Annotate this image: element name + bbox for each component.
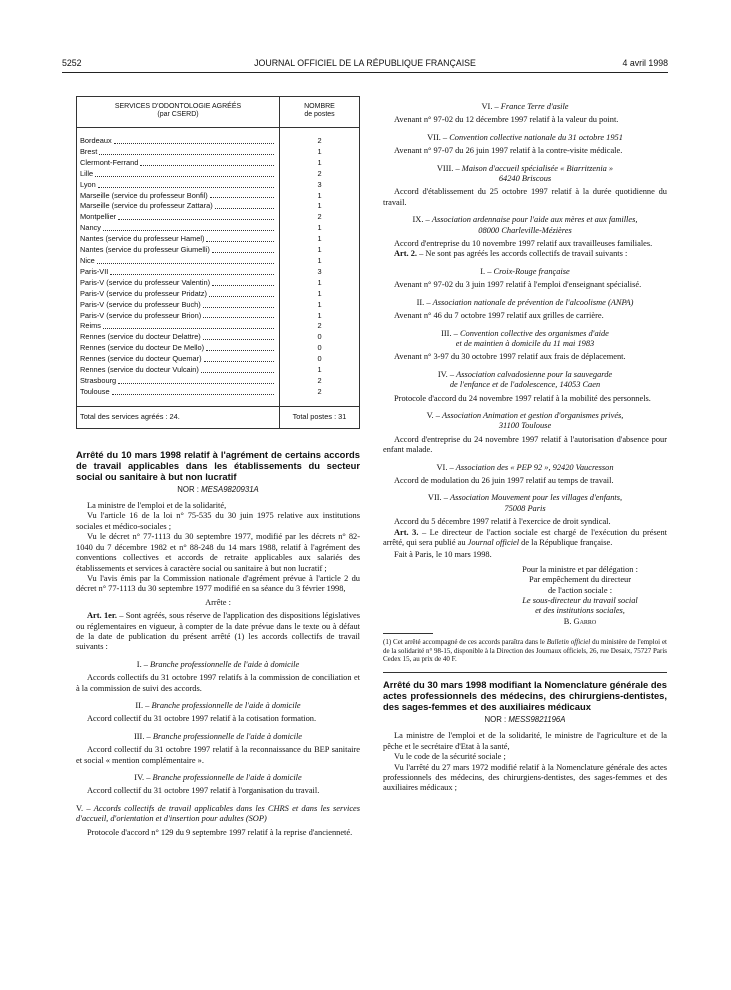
section-heading: VII. – Convention collective nationale du 31 octobre 1951: [427, 132, 623, 142]
paragraph: Avenant n° 46 du 7 octobre 1997 relatif aux grilles de carrière.: [394, 311, 604, 321]
paragraph: Avenant n° 97-07 du 26 juin 1997 relatif à la contre-visite médicale.: [394, 146, 623, 156]
service-name: Paris-V (service du professeur Buch): [77, 300, 280, 311]
post-count: 1: [317, 234, 322, 244]
col-header-count: NOMBRE de postes: [280, 97, 360, 128]
service-name: Nancy: [77, 223, 280, 234]
table-row: [77, 169, 360, 180]
signature-line: Le sous-directeur du travail social: [522, 596, 638, 606]
signatory-name: B. Garro: [563, 616, 597, 626]
col-header-services: SERVICES D'ODONTOLOGIE AGRÉÉS (par CSERD): [77, 97, 280, 128]
footnote-rule: [383, 633, 433, 634]
paragraph: Accord collectif du 31 octobre 1997 relatif à la reconnaissance du BEP sanitaire et social « mention complémentaire ».: [76, 745, 360, 765]
table-row: [77, 289, 360, 300]
section-heading: VI. – Association des « PEP 92 », 92420 Vaucresson: [436, 462, 614, 472]
section-heading: I. – Branche professionnelle de l'aide à domicile: [136, 659, 300, 669]
service-name: Rennes (service du docteur Delattre): [77, 332, 280, 343]
paragraph: La ministre de l'emploi et de la solidarité,: [87, 501, 227, 511]
section-heading: IV. – Branche professionnelle de l'aide à domicile: [134, 773, 302, 782]
section-heading: VI. – France Terre d'asile: [481, 102, 569, 111]
table-row: [77, 376, 360, 387]
section-heading: IX. – Association ardennaise pour l'aide aux mères et aux familles, 08000 Charleville-Mézières: [412, 215, 638, 235]
paragraph: La ministre de l'emploi et de la solidarité, le ministre de l'agriculture et de la pêche et le secrétaire d'Etat à la santé,: [383, 731, 667, 751]
paragraph: Accord d'établissement du 25 octobre 1997 relatif à la durée quotidienne du travail.: [383, 187, 667, 207]
table-row: [77, 267, 360, 278]
table-row: [77, 256, 360, 267]
service-name: Rennes (service du docteur Quemar): [77, 354, 280, 365]
service-name: Brest: [77, 147, 280, 158]
signature-line: de l'action sociale :: [547, 585, 613, 595]
service-name: Rennes (service du docteur Vulcain): [77, 365, 280, 376]
post-count: 1: [317, 190, 322, 200]
post-count: 1: [317, 201, 322, 211]
post-count: 2: [317, 136, 322, 145]
post-count: 0: [317, 343, 322, 353]
post-count: 1: [317, 277, 322, 287]
service-name: Paris-V (service du professeur Valentin): [77, 278, 280, 289]
paragraph: Vu l'arrêté du 27 mars 1972 modifié relatif à la Nomenclature générale des actes professionnels des médecins, des chirurgiens-dentistes, des sages-femmes et des auxiliaires médicaux ;: [383, 762, 667, 793]
paragraph: Vu le décret n° 77-1113 du 30 septembre 1977, modifié par les décrets n° 82-1040 du 7 décembre 1982 et n° 88-248 du 14 mars 1988, relatif à l'agrément des conventions collectives et accords de retraite applicables aux salariés des établissements et services à caractère social ou sanitaire à but non lucratif ;: [76, 532, 360, 573]
paragraph: Vu l'article 16 de la loi n° 75-535 du 30 juin 1975 relative aux institutions sociales et médico-sociales ;: [76, 511, 360, 531]
paragraph: Accord collectif du 31 octobre 1997 relatif à la cotisation formation.: [87, 714, 317, 724]
section-heading: VIII. – Maison d'accueil spécialisée « Biarritzenia » 64240 Briscous: [436, 163, 614, 184]
table-row: [77, 321, 360, 332]
paragraph: Vu l'avis émis par la Commission nationale d'agrément prévue à l'article 2 du décret n° 77-1113 du 30 septembre 1977 modifié en sa séance du 3 février 1998,: [76, 573, 360, 594]
table-row: [77, 136, 360, 147]
post-count: 3: [317, 179, 322, 189]
table-row: [77, 191, 360, 202]
total-posts: Total postes : 31: [280, 406, 360, 428]
section-separator: [383, 672, 667, 673]
signature-line: Pour la ministre et par délégation :: [522, 564, 638, 574]
service-name: Marseille (service du professeur Zattara): [77, 201, 280, 212]
arrete-1-nor: NOR : MESA9820931A: [177, 484, 259, 494]
post-count: 1: [317, 223, 322, 233]
post-count: 3: [317, 266, 322, 276]
paragraph: Accord d'entreprise du 10 novembre 1997 relatif aux travailleuses familiales.: [394, 239, 653, 249]
service-name: Rennes (service du docteur De Mello): [77, 343, 280, 354]
post-count: 2: [317, 375, 322, 385]
paragraph: Avenant n° 97-02 du 3 juin 1997 relatif à l'emploi d'enseignant spécialisé.: [394, 280, 642, 290]
post-count: 1: [317, 157, 322, 167]
post-count: 2: [317, 168, 322, 178]
table-row: [77, 387, 360, 398]
footnote: (1) Cet arrêté accompagné de ces accords paraîtra dans le Bulletin officiel du ministère de l'emploi et de la solidarité n° 98-15, disponible à la Direction des Journaux officiels, 26, rue Desaix, 75727 Paris Cedex 15, au prix de 40 F.: [383, 638, 667, 664]
table-row: [77, 245, 360, 256]
table-total-row: [77, 406, 360, 428]
table-row: [77, 201, 360, 212]
table-row: [77, 343, 360, 354]
section-heading: V. – Accords collectifs de travail applicables dans les CHRS et dans les services d'accueil, d'orientation et d'insertion pour adultes (SOP): [76, 803, 361, 824]
table-row: [77, 180, 360, 191]
paragraph: Accords collectifs du 31 octobre 1997 relatifs à la commission de conciliation et à la commission de suivi des accords.: [76, 673, 360, 693]
issue-date: 4 avril 1998: [622, 58, 668, 68]
post-count: 0: [317, 354, 322, 364]
section-heading: II. – Association nationale de prévention de l'alcoolisme (ANPA): [416, 297, 634, 307]
section-heading: II. – Branche professionnelle de l'aide à domicile: [135, 700, 301, 710]
service-name: Strasbourg: [77, 376, 280, 387]
paragraph: Accord collectif du 31 octobre 1997 relatif à l'organisation du travail.: [87, 786, 320, 796]
service-name: Marseille (service du professeur Bonfil): [77, 191, 280, 202]
paragraph: Accord d'entreprise du 24 novembre 1997 relatif à l'autorisation d'absence pour enfant malade.: [383, 434, 667, 455]
post-count: 1: [317, 288, 322, 298]
post-count: 0: [317, 332, 322, 342]
service-name: Nantes (service du professeur Giumelli): [77, 245, 280, 256]
right-column: [383, 102, 667, 794]
service-name: Toulouse: [77, 387, 280, 398]
signature-line: Par empêchement du directeur: [528, 575, 632, 585]
table-row: [77, 354, 360, 365]
section-heading: IV. – Association calvadosienne pour la sauvegarde de l'enfance et de l'adolescence, 14053 Caen: [437, 369, 613, 390]
table-row: [77, 300, 360, 311]
page-number: 5252: [62, 58, 82, 68]
service-name: Bordeaux: [77, 136, 280, 147]
table-row: [77, 147, 360, 158]
table-row: [77, 223, 360, 234]
table-row: [77, 234, 360, 245]
post-count: 2: [317, 212, 322, 222]
article-3: Art. 3. – Le directeur de l'action sociale est chargé de l'exécution du présent arrêté, qui sera publié au Journal officiel de la République française.: [383, 527, 667, 547]
left-column: [76, 96, 360, 838]
arrete-heading: Arrête :: [205, 597, 231, 607]
post-count: 1: [317, 146, 322, 156]
section-heading: III. – Convention collective des organismes d'aide et de maintien à domicile du 11 mai 1983: [441, 328, 609, 348]
article-2: Art. 2. – Ne sont pas agréés les accords collectifs de travail suivants :: [394, 249, 628, 259]
paragraph: Accord du 5 décembre 1997 relatif à l'exercice de droit syndical.: [394, 517, 611, 527]
journal-title: JOURNAL OFFICIEL DE LA RÉPUBLIQUE FRANÇAISE: [254, 58, 476, 68]
section-heading: III. – Branche professionnelle de l'aide à domicile: [133, 731, 302, 741]
paragraph: Accord de modulation du 26 juin 1997 relatif au temps de travail.: [394, 475, 614, 485]
service-name: Lyon: [77, 180, 280, 191]
post-count: 2: [317, 321, 322, 331]
table-row: [77, 158, 360, 169]
service-name: Reims: [77, 321, 280, 332]
paragraph: Protocole d'accord du 24 novembre 1997 relatif à la mobilité des personnels.: [394, 393, 651, 403]
total-services: Total des services agréés : 24.: [77, 406, 280, 428]
table-row: [77, 365, 360, 376]
table-row: [77, 332, 360, 343]
service-name: Lille: [77, 169, 280, 180]
paragraph: Avenant n° 3-97 du 30 octobre 1997 relatif aux frais de déplacement.: [394, 352, 626, 362]
service-name: Clermont-Ferrand: [77, 158, 280, 169]
post-count: 1: [317, 299, 322, 309]
service-name: Paris-V (service du professeur Pridatz): [77, 289, 280, 300]
service-name: Nice: [77, 256, 280, 267]
paragraph: Protocole d'accord n° 129 du 9 septembre 1997 relatif à la reprise d'ancienneté.: [87, 827, 353, 837]
post-count: 1: [317, 365, 322, 375]
paragraph: Avenant n° 97-02 du 12 décembre 1997 relatif à la valeur du point.: [394, 115, 619, 125]
post-count: 1: [317, 255, 322, 265]
table-row: [77, 311, 360, 322]
section-heading: VII. – Association Mouvement pour les villages d'enfants, 75008 Paris: [427, 493, 623, 513]
arrete-2-title: Arrêté du 30 mars 1998 modifiant la Nomenclature générale des actes professionnels des médecins, des chirurgiens-dentistes, des sages-femmes et des auxiliaires médicaux: [383, 679, 667, 713]
arrete-2-nor: NOR : MESS9821196A: [484, 715, 566, 725]
header-rule: [62, 72, 668, 73]
service-name: Montpellier: [77, 212, 280, 223]
service-name: Paris-V (service du professeur Brion): [77, 311, 280, 322]
article-1: Art. 1er. – Sont agréés, sous réserve de l'application des dispositions législatives ou réglementaires en vigueur, à compter de la date prévue dans le texte ou à défaut de la date de publication du présent arrêté (1) les accords collectifs de travail suivants :: [76, 611, 361, 652]
table-row: [77, 212, 360, 223]
services-table: [76, 96, 360, 429]
section-heading: V. – Association Animation et gestion d'organismes privés, 31100 Toulouse: [426, 410, 624, 431]
section-heading: I. – Croix-Rouge française: [480, 266, 570, 276]
page-header: [62, 58, 668, 70]
paragraph: Vu le code de la sécurité sociale ;: [394, 752, 506, 762]
service-name: Paris-VII: [77, 267, 280, 278]
fait-a-paris: Fait à Paris, le 10 mars 1998.: [394, 550, 492, 560]
signature-block: [493, 565, 667, 627]
post-count: 1: [317, 310, 322, 320]
arrete-1-title: Arrêté du 10 mars 1998 relatif à l'agrément de certains accords de travail applicables dans les établissements du secteur social ou sanitaire à but non lucratif: [76, 448, 360, 482]
post-count: 1: [317, 245, 322, 255]
table-row: [77, 278, 360, 289]
post-count: 2: [317, 386, 322, 396]
service-name: Nantes (service du professeur Hamel): [77, 234, 280, 245]
signature-line: et des institutions sociales,: [535, 606, 625, 616]
